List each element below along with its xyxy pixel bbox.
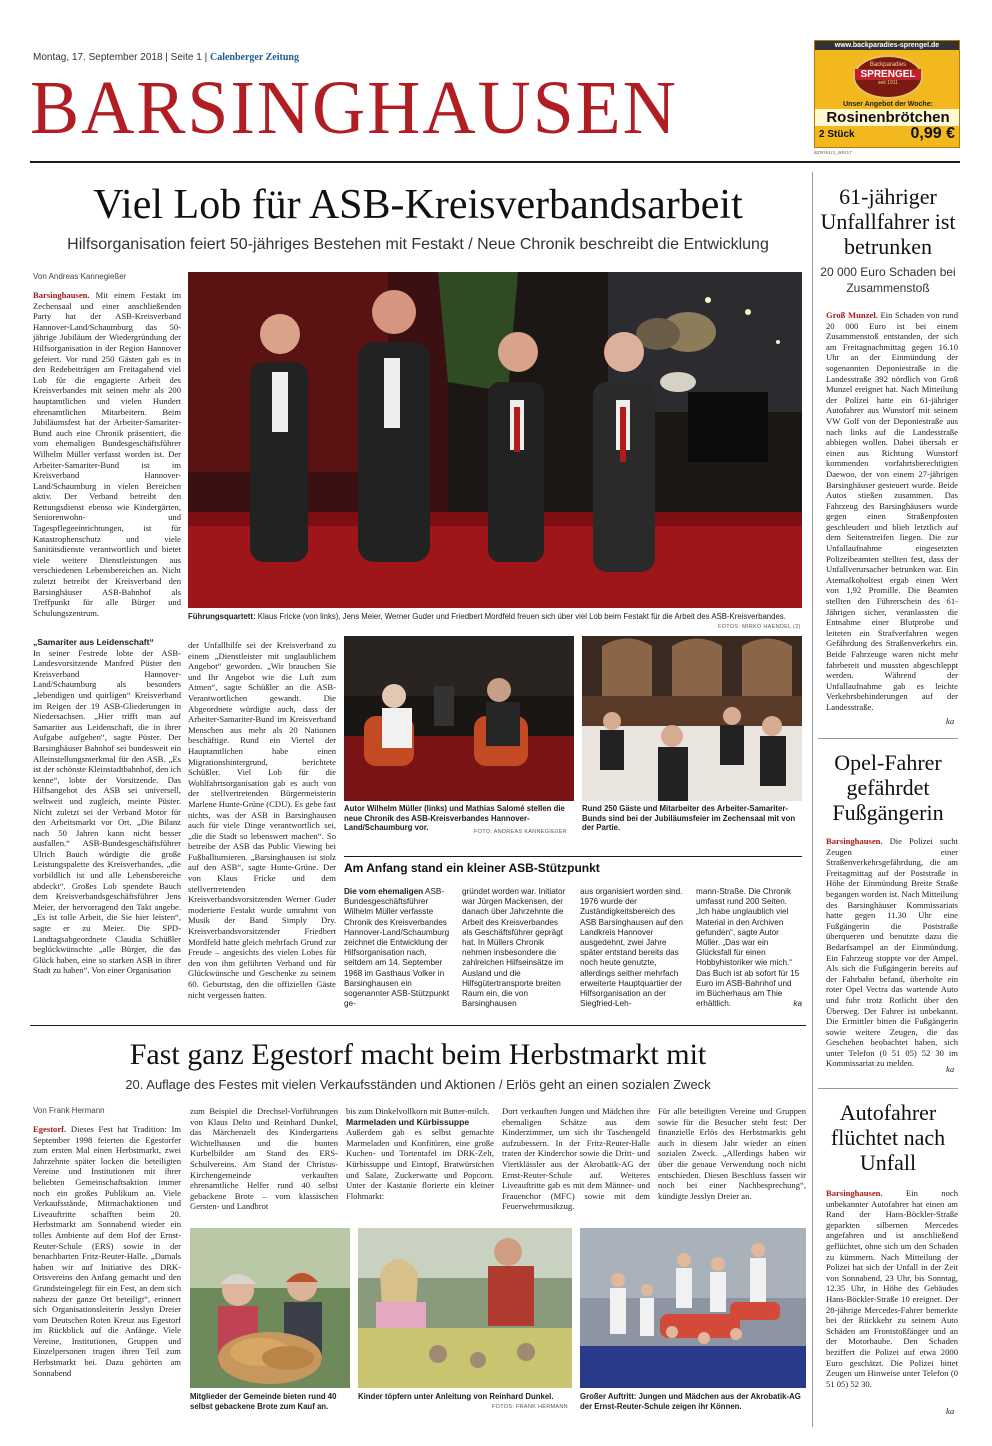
lead-main-photo — [188, 272, 802, 608]
box-c2: gründet worden war. Initiator war Jürgen Mackensen, der danach über Jahrzehnte die Arbeit des Kreisverbandes als Geschäftsführer geprägt hat. In Müllers Chronik nehmen insbesondere die zahlreichen Hilfseinsätze im Ausland und die Hilfsgütertransporte breiten Raum ein, die von Barsinghausen — [462, 887, 566, 1009]
second-byline: Von Frank Hermann — [33, 1106, 105, 1115]
ad-url: www.backparadies-sprengel.de — [815, 41, 959, 50]
box-column-2 — [462, 887, 570, 1015]
box-c3: aus organisiert worden sind. 1976 wurde der Zuständigkeitsbereich des ASB Barsinghausen auf den Landkreis Hannover ausgedehnt, zwei Jahre später entstand bereits das noch heute genutzte, allerdings seither mehrfach erweiterte Hauptquartier der Hilfsorganisation an der Siegfried-Leh- — [580, 887, 683, 1009]
side1-location: Groß Munzel. — [826, 310, 878, 320]
second-subheading: Marmeladen und Kürbissuppe — [346, 1116, 470, 1127]
side2-body — [826, 836, 958, 1072]
guests-caption — [582, 804, 802, 833]
lead-subheading: „Samariter aus Leidenschaft“ — [33, 637, 154, 647]
ad-since: seit 1911 — [878, 80, 898, 86]
second-column-5 — [658, 1106, 806, 1234]
side3-signature: ka — [946, 1406, 955, 1416]
lead-subhead: Hilfsorganisation feiert 50-jähriges Bestehen mit Festakt / Neue Chronik beschreibt die Entwicklung — [67, 236, 769, 253]
acrobatics-caption: Großer Auftritt: Jungen und Mädchen aus der Akrobatik-AG der Ernst-Reuter-Schule zeigen ihr Können. — [580, 1392, 801, 1411]
ad-brand: SPRENGEL — [855, 69, 921, 80]
date-line — [33, 52, 299, 63]
lead-photo-guests — [582, 636, 802, 801]
lead-col1-text2: In seiner Festrede lobte der ASB-Landesvorsitzende Manfred Püster den Kreisverband Hannover-Land/Schaumburg als besonders „lebendigen und quirligen“ Kreisverband im Reigen der 19 ASB-Gliederungen in Niedersachsen. „Hier trifft man auf Samariter aus Leidenschaft, die in ihrer Aufgabe aufgehen“, sagte Püster. Der Barsinghäuser Bahnhof sei bundesweit ein Alleinstellungsmerkmal für den ASB. „Es ist der schönste Kleinstadtbahnhof, den ich kenne“, lobte der Vorsitzende. Das Hilfsangebot des ASB sei universell, weltweit und zugleich, meinte Püster. Nicht zuletzt sei der Verband Motor für den Arbeitsmarkt vor Ort. „Die Bilanz nach 50 Jahren kann nicht besser ausfallen.“ ASB-Bundesgeschäftsführer Ulrich Bauch würdigte die große Leistungspalette des Kreisverbandes, „die vorbildlich ist und alle Lebensbereiche abdeckt“. Großes Lob spendete Bauch dem Kreisverbandsgeschäftsführer Jens Meier, der hervorragend den Takt angebe. „Es ist tolle Arbeit, die Sie hier leisten“, sagte er zu Meier. Die SPD-Landtagsabgeordnete Claudia Schüßler beglückwünschte „alle Bürger, die das Glück haben, eine so starken ASB in ihrer Stadt zu haben“. Von einer Organisation — [33, 647, 181, 976]
box-lead-bold: Die vom ehemaligen — [344, 887, 424, 896]
masthead-rule — [30, 161, 960, 163]
side2-location: Barsinghausen. — [826, 836, 883, 846]
lead-col2-text: der Unfallhilfe sei der Kreisverband zu einem „Dienstleister mit unglaublichem Angebot“ geworden. „Wir brauchen Sie und Ihr Angebot wie die Luft zum Atmen“, sagte Schüßler an die ASB-Verantwortlichen gewandt. Die Abgeordnete würdigte auch, dass der Arbeiter-Samariter-Bund im Kreisverband Menschen aus mehr als 20 Nationen beschäftige. Rund ein Viertel der Hauptamtlichen habe einen Migrationshintergrund, berichtete Schüßler. Viel Lob für die Wohlfahrtsorganisation gab es auch von der stellvertretenden Bürgermeisterin Marlene Hunte-Grüne (CDU). Es gebe fast nichts, was der ASB in Barsinghausen auch für viele Dinge verantwortlich sei, „die die Stadt so lebenswert machen“. So betreibe der ASB das Public Viewing bei Fußballturnieren. „Barsinghausen ist stolz auf den ASB“, sagte Hunte-Grüne. Der von Klaus Fricke und dem stellvertretenden Kreisverbandsvorsitzenden Werner Guder moderierte Festakt wurde umrahmt von Musik der Band Simply Dry. Kreisverbandsvorsitzender Friedbert Mordfeld hatte gleich mehrfach Grund zur Freude – angesichts des vielen Lobes für den von ihm geführten Verband und für Glückwünsche und Geschenke zu seinem 60. Geburtstag, den die offiziellen Gäste nicht vergessen hatten. — [188, 640, 336, 1000]
pottery-photo — [358, 1228, 572, 1388]
side1-signature: ka — [946, 716, 955, 726]
chronik-caption-text: Autor Wilhelm Müller (links) und Mathias Salomé stellen die neue Chronik des ASB-Kreisverbandes Hannover-Land/Schaumburg vor. — [344, 804, 565, 833]
lead-column-1b — [33, 637, 181, 1015]
ad-logo — [853, 55, 923, 99]
chronik-photo-illustration — [344, 636, 574, 801]
side1-body — [826, 310, 958, 722]
second-column-1 — [33, 1124, 181, 1430]
guests-photo-illustration — [582, 636, 802, 801]
second-c4: Dort verkauften Jungen und Mädchen ihre ehemaligen Schätze aus dem Kinderzimmer, um sich ihr Taschengeld aufzubessern. In der Fritz-Reuter-Halle traten der Kinderchor sowie die Dritt- und Viertklässler aus der Akrobatik-AG der Ernst-Reuter-Schule auf. Weiteres Liveauftritte gab es mit dem Männer- und Frauenchor (MFC) sowie mit dem Feuerwehrmusikzug. — [502, 1106, 650, 1212]
side-rule-2 — [818, 1088, 958, 1089]
second-c2: zum Beispiel die Drechsel-Vorführungen von Klaus Delto und Reinhard Dunkel, das Märchenzelt des Kindergartens Wichtelhausen und die bunten Kurbelbilder am Stand des ERS-Schulvereins. Am Stand der Christus-Kirchengemeinde verkauften ehrenamtliche Helfer rund 40 selbst gebackene Brote – vom klassischen Gersten- und Landbrot — [190, 1106, 338, 1212]
box-column-4 — [696, 887, 802, 1015]
side3-text: Ein noch unbekannter Autofahrer hat einen am Rand der Hans-Böckler-Straße geparkten silbernen Mercedes angefahren und ist anschließend geflüchtet, ohne sich um den Schaden zu kümmern. Nach Mitteilung der Polizei hat sich der Unfall in der Zeit von Sonnabend, 23 Uhr, bis Sonntag, 12.35 Uhr, in Höhe des Gebäudes Hans-Böckler-Straße 10 ereignet. Der 28-jährige Mercedes-Fahrer bemerkte bei der Rückkehr zu seinem Auto Schäden am Frontstoßfänger und an der Motorhaube. Den Schaden beziffert die Polizei auf etwa 2000 Euro geschätzt. Die Polizei bittet Zeugen um Hinweise unter Telefon (0 51 05) 52 30. — [826, 1188, 958, 1389]
bread-caption: Mitglieder der Gemeinde bieten rund 40 selbst gebackene Brote zum Kauf an. — [190, 1392, 337, 1411]
stage-photo-illustration — [188, 272, 802, 608]
second-column-2 — [190, 1106, 338, 1234]
box-signature: ka — [793, 999, 802, 1009]
pottery-photo-illustration — [358, 1228, 572, 1388]
section-rule — [30, 1025, 806, 1026]
sidebar-divider — [812, 172, 813, 1427]
bread-photo — [190, 1228, 350, 1388]
bread-photo-illustration — [190, 1228, 350, 1388]
lead-photo-chronik — [344, 636, 574, 801]
ad-quantity: 2 Stück — [819, 129, 855, 140]
lead-byline: Von Andreas Kannegießer — [33, 272, 127, 281]
second-c3: bis zum Dinkelvollkorn mit Butter-milch. — [346, 1106, 490, 1116]
second-c3b: Außerdem gab es selbst gemachte Marmeladen und Konfitüren, eine große Kuchen- und Tortentafel im DRK-Zelt, Kürbissuppe und Eintopf, Bratwürstchen und Salate, Zuckerwatte und Popcorn. Unter der Kastanie florierte ein kleiner Flohmarkt: — [346, 1127, 494, 1201]
side3-location: Barsinghausen. — [826, 1188, 883, 1198]
second-subhead: 20. Auflage des Festes mit vielen Verkaufsständen und Aktionen / Erlös geht an einen sozialen Zweck — [125, 1077, 711, 1092]
masthead-title: BARSINGHAUSEN — [30, 66, 678, 150]
lead-col1-text: Mit einem Festakt im Zechensaal und einer anschließenden Party hat der ASB-Kreisverband Hannover-Land/Schaumburg das 50-jährige Jubiläum der Wiedergründung der Hilfsorganisation in der Region Hannover gefeiert. Vor rund 250 Gästen gab es in den Redebeiträgen am Freitagabend viel Lob für die engagierte Arbeit des Kreisverbandes mit seinen mehr als 200 hauptamtlichen und vielen Hundert ehrenamtlichen Mitarbeitern. Beim Jubiläumsfest hat der Arbeiter-Samariter-Bund auch eine Chronik präsentiert, die vom ehemaligen Bundesgeschäftsführer Wilhelm Müller verfasst worden ist. Der Arbeiter-Samariter-Bund ist im Kreisverband Hannover-Land/Schaumburg in vielen Bereichen aktiv. Der Verband betreibt den Rettungsdienst ebenso wie Kindergärten, Seniorenwohn- und Tagespflegeeinrichtungen, ist für Katastrophenschutz und viele Sanitätsdienste verantwortlich und bietet viele weitere Dienstleistungen aus verschiedenen Lebensbereichen an. Nicht zuletzt betreibt der Kreisverband den Barsinghäuser ASB-Bahnhof als Treffpunkt für alle Bürger und Schulungszentrum. — [33, 290, 181, 618]
lead-column-1 — [33, 290, 181, 640]
side2-signature: ka — [946, 1064, 955, 1074]
box-c4: mann-Straße. Die Chronik umfasst rund 200 Seiten. „Ich habe unglaublich viel Material in den Archiven gefunden“, sagte Autor Müller. „Das war ein Glücksfall für einen Hobbyhistoriker wie mich.“ Das Buch ist ab sofort für 15 Euro im ASB-Bahnhof und im Bücherhaus am Thie erhältlich. — [696, 887, 800, 1009]
ad-brand-tag: Backparadies — [869, 62, 907, 68]
ad-product: Rosinenbrötchen — [815, 109, 960, 126]
lead-location: Barsinghausen. — [33, 290, 90, 300]
date-text: Montag, 17. September 2018 | Seite 1 | — [33, 52, 208, 63]
caption-text: Klaus Fricke (von links), Jens Meier, Werner Guder und Friedbert Mordfeld freuen sich über viel Lob beim Festakt für die Arbeit des ASB-Kreisverbandes. — [255, 612, 786, 621]
guests-caption-text: Rund 250 Gäste und Mitarbeiter des Arbeiter-Samariter-Bunds sind bei der Jubiläumsfeier im Zechensaal mit von der Partie. — [582, 804, 796, 833]
box-rule — [344, 856, 802, 857]
acrobatics-photo — [580, 1228, 806, 1388]
side-rule-1 — [818, 738, 958, 739]
side3-body — [826, 1188, 958, 1412]
second-c1: Dieses Fest hat Tradition: Im September 1998 feierten die Egestorfer zum ersten Mal einen Herbstmarkt, zwei Jahrzehnte später locken die beteiligten Vereine und Institutionen mit ihrer beliebten Gemeinschaftsaktion immer noch ein großes Publikum an. Viele Verkaufsstände, Mitmachaktionen und Liveauftritte schafften beim 20. Herbstmarkt am Sonnabend wieder ein tolles Ambiente auf dem Hof der Ernst-Reuter-Schule (ERS) sowie in der benachbarten Fritz-Reuter-Halle. „Damals haben wir auf Initiative des DRK-Ortsvereins den Anfang gemacht und den Grundsteingelegt für ein Fest, an dem sich nahezu der ganze Ort beteiligt“, erinnert sich Organisationsleiterin Jesslyn Dreier vom Deutschen Roten Kreuz aus Egestorf im Rückblick auf die Anfänge. Viele Vereine, Institutionen, Gruppen und Einzelpersonen trugen ihren Teil zum Herbstmarkt bei. Dazu gehörten am Sonnabend — [33, 1124, 181, 1378]
second-headline: Fast ganz Egestorf macht beim Herbstmarkt mit — [129, 1038, 707, 1071]
bakery-ad[interactable] — [814, 40, 960, 148]
lead-photo-caption — [188, 612, 802, 622]
pottery-caption: Kinder töpfern unter Anleitung von Reinhard Dunkel. — [358, 1392, 554, 1401]
side2-text: Die Polizei sucht Zeugen einer Straßenverkehrsgefährdung, die am Freitagmittag auf der Poststraße in Höhe der Einmündung Breite Straße begangen worden ist. Nach Mitteilung des Barsinghäuser Kommissariats hatte gegen 11.30 Uhr eine Fußgängerin die Poststraße überqueren und benutzte dazu die Bedarfsampel an der Einmündung. Ein Fahrzeug stoppte vor der Ampel. Als sich die Fußgängerin bereits auf der Fahrbahn befand, überholte ein roter Opel Vectra das wartende Auto und fuhr trotz Rotlicht über den Überweg. Der Fahrer ist unbekannt. Die Ermittler bitten die Fußgängerin sowie weitere Zeugen, die das Geschehen beobachtet haben, sich unter Telefon (0 51 05) 52 30 im Kommissariat zu melden. — [826, 836, 958, 1069]
second-column-3 — [346, 1106, 494, 1234]
side1-text: Ein Schaden von rund 20 000 Euro ist bei einem Zusammenstoß entstanden, der sich am Freitagnachmittag gegen 16.10 Uhr an der Einmündung der sogenannten Deponiestraße in die Landesstraße 392 nördlich von Groß Munzel ereignet hat. Nach Mitteilung der Polizei hatte ein 61-jähriger Autofahrer aus Wunstorf mit seinem VW Golf von der Deponiestraße aus nach links auf die Landesstraße abbiegen wollen. Dabei übersah er einen aus Richtung Wunstorf kommenden vorfahrtsberechtigten Daewoo, der von einem 27-jährigen Barsinghäuser gesteuert wurde. Beide Autos stießen zusammen. Das Fahrzeug des Barsinghäusers wurde gegen einen Straßenpfosten geschleudert und blieb letztlich auf dem Seitenstreifen liegen. Die zur Unfallaufnahme eingesetzten Polizeibeamten stellten fest, dass der Unfallverursacher betrunken war. Ein Atemalkoholtest ergab einen Wert von 1,92 Promille. Die Beamten stellten den Führerschein des 61-Jährigen sicher, veranlassten die Entnahme einer Blutprobe und leiteten ein Strafverfahren wegen Gefährdung des Straßenverkehrs ein. Beide Fahrzeuge waren nicht mehr fahrbereit und mussten abgeschleppt werden. Während der Unfallaufnahme gab es leichte Verkehrsbehinderungen auf der Landesstraße. — [826, 310, 958, 712]
second-c5: Für alle beteiligten Vereine und Gruppen sowie für die Besucher steht fest: Der finanzielle Erlös des Herbstmarkts geht auch in diesem Jahr wieder an einen sozialen Zweck. „Allerdings haben wir über die genaue Verwendung noch nicht entschieden. Diesen Beschluss fassen wir noch bei einer Nachbesprechung“, kündigte Jesslyn Dreier an. — [658, 1106, 806, 1201]
lead-column-2 — [188, 640, 336, 1015]
chronik-credit: FOTO: ANDREAS KANNEGIEßER — [474, 829, 567, 835]
box-column-1 — [344, 887, 452, 1015]
side2-headline: Opel-Fahrer gefährdet Fußgängerin — [832, 750, 944, 825]
ad-offer-label: Unser Angebot der Woche: — [843, 101, 933, 108]
lead-photo-credit: FOTOS: MIRKO HAENDEL (2) — [718, 624, 801, 630]
acrobatics-photo-illustration — [580, 1228, 806, 1388]
ad-fineprint: BZR/91/1_BR/17 — [814, 150, 853, 155]
box-c1: ASB-Bundesgeschäftsführer Wilhelm Müller verfasste Chronik des Kreisverbandes Hannover-Land/Schaumburg zeichnet die Entwicklung der Hilfsorganisation nach, seitdem am 14. September 1968 im Gasthaus Volker in Barsinghausen ein sogenannter ASB-Stützpunkt ge- — [344, 887, 450, 1009]
lead-headline: Viel Lob für ASB-Kreisverbandsarbeit — [93, 182, 743, 228]
ad-price: 0,99 € — [910, 125, 955, 142]
second-column-4 — [502, 1106, 650, 1234]
caption-bold: Führungsquartett: — [188, 612, 256, 621]
box-title: Am Anfang stand ein kleiner ASB-Stützpunkt — [344, 861, 600, 875]
pottery-credit: FOTOS: FRANK HERMANN — [492, 1404, 568, 1410]
second-location: Egestorf. — [33, 1124, 67, 1134]
side1-subhead: 20 000 Euro Schaden bei Zusammenstoß — [820, 265, 956, 295]
side3-headline: Autofahrer flüchtet nach Unfall — [830, 1100, 946, 1175]
box-column-3 — [580, 887, 688, 1015]
paper-name: Calenberger Zeitung — [209, 52, 299, 63]
side1-headline: 61-jähriger Unfallfahrer ist betrunken — [820, 184, 956, 259]
